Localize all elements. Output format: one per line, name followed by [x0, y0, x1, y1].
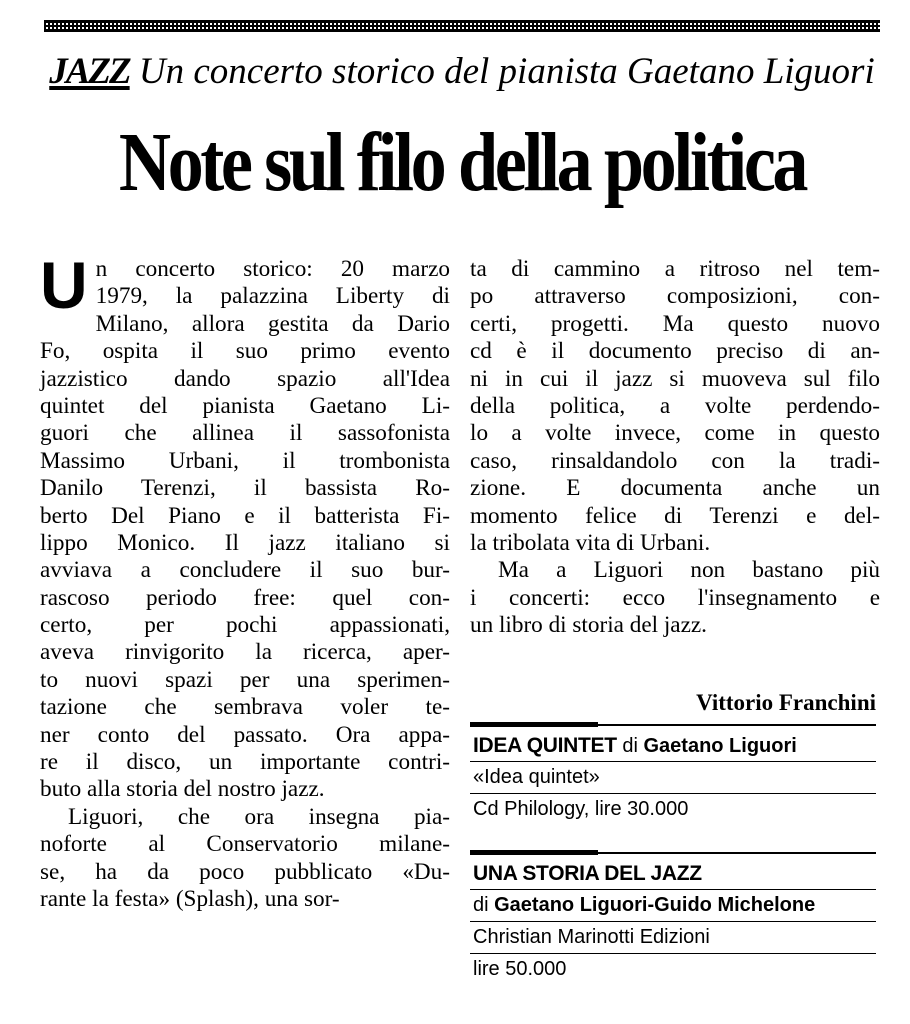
article-line: certi, progetti. Ma questo nuovo [470, 310, 880, 337]
article-line: 1979, la palazzina Liberty di [95, 283, 450, 310]
article-line: buto alla storia del nostro jazz. [40, 776, 325, 803]
article-line: Milano, allora gestita da Dario [95, 310, 450, 337]
section-tag: JAZZ [49, 51, 130, 92]
top-decorative-rule [44, 20, 880, 32]
article-line: Fo, ospita il suo primo evento [40, 338, 450, 365]
article-line: lippo Monico. Il jazz italiano si [40, 529, 450, 556]
article-line: zione. E documenta anche un [470, 475, 880, 502]
article-line: to nuovi spazi per una sperimen- [40, 666, 450, 693]
book-author-row [470, 890, 876, 922]
book-publisher: Christian Marinotti Edizioni [470, 922, 876, 954]
article-line: rascoso periodo free: quel con- [40, 584, 450, 611]
article-line: certo, per pochi appassionati, [40, 612, 450, 639]
article-line: avviava a concludere il suo bur- [40, 557, 450, 584]
article-line: ta di cammino a ritroso nel tem- [470, 256, 880, 282]
article-line: la tribolata vita di Urbani. [470, 529, 711, 556]
article-line: Ma a Liguori non bastano più [498, 557, 880, 584]
article-line: lo a volte invece, come in questo [470, 420, 880, 447]
article-line: po attraverso composizioni, con- [470, 283, 880, 310]
drop-cap: U [40, 248, 88, 322]
article-line: un libro di storia del jazz. [470, 612, 707, 639]
record-title-join: di [616, 735, 644, 757]
article-column-left [40, 248, 450, 913]
record-author: Gaetano Liguori [643, 735, 797, 757]
kicker-text: Un concerto storico del pianista Gaetano Liguori [129, 51, 875, 92]
book-title-row [470, 858, 876, 890]
article-line: momento felice di Terenzi e del- [470, 502, 880, 529]
kicker [44, 50, 880, 94]
article-line: caso, rinsaldandolo con la tradi- [470, 447, 880, 474]
article-line: guori che allinea il sassofonista [40, 420, 450, 447]
record-title: IDEA QUINTET [473, 734, 617, 757]
article-line: tazione che sembrava voler te- [40, 694, 450, 721]
book-price: lire 50.000 [473, 958, 567, 980]
article-line: della politica, a volte perdendo- [470, 392, 880, 419]
article-line: re il disco, un importante contri- [40, 749, 450, 776]
record-title-row [470, 730, 876, 762]
article-line: Liguori, che ora insegna pia- [68, 803, 450, 830]
article-line: n concerto storico: 20 marzo [95, 256, 450, 282]
article-line: aveva rinvigorito la ricerca, aper- [40, 639, 450, 666]
headline: Note sul filo della politica [118, 116, 806, 209]
article-line: cd è il documento preciso di an- [470, 338, 880, 365]
article-line: Massimo Urbani, il trombonista [40, 447, 450, 474]
book-author: Gaetano Liguori-Guido Michelone [494, 894, 816, 916]
book-title: UNA STORIA DEL JAZZ [473, 862, 702, 885]
article-line: ni in cui il jazz si muoveva sul filo [470, 365, 880, 392]
article-line: quintet del pianista Gaetano Li- [40, 392, 450, 419]
info-box-book [470, 850, 876, 985]
article-line: noforte al Conservatorio milane- [40, 831, 450, 858]
record-label-price: Cd Philology, lire 30.000 [473, 798, 689, 820]
record-name: «Idea quintet» [470, 762, 876, 794]
info-box-record [470, 722, 876, 825]
box-rule-thin [470, 724, 876, 726]
article-column-right [470, 256, 880, 639]
article-line: ner conto del passato. Ora appa- [40, 721, 450, 748]
article-line: i concerti: ecco l'insegnamento e [470, 584, 880, 611]
article-line: Danilo Terenzi, il bassista Ro- [40, 475, 450, 502]
article-line: berto Del Piano e il batterista Fi- [40, 502, 450, 529]
article-line: rante la festa» (Splash), una sor- [40, 885, 340, 912]
article-line: se, ha da poco pubblicato «Du- [40, 858, 450, 885]
article-line: jazzistico dando spazio all'Idea [40, 365, 450, 392]
box-rule-thin [470, 852, 876, 854]
byline: Vittorio Franchini [696, 690, 876, 715]
book-author-prefix: di [473, 894, 495, 916]
